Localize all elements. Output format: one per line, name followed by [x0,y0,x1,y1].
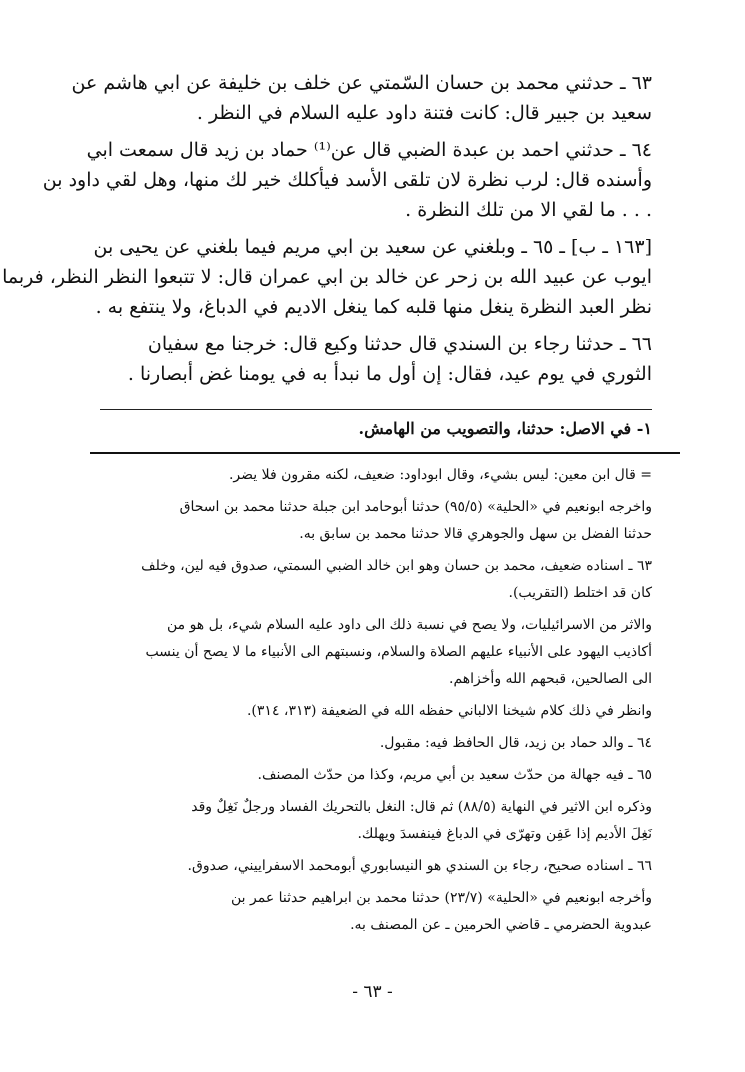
commentary-para [100,698,652,725]
text-line: ٦٥ ـ فيه جهالة من حدّث سعيد بن أبي مريم، وكذا من حدّث المصنف. [257,767,652,783]
main-text [2,68,652,389]
text-line: ٦٣ ـ حدثني محمد بن حسان السّمتي عن خلف بن خليفة عن ابي هاشم عن [71,72,652,94]
page-number: - ٦٣ - [352,982,393,1002]
commentary-para [100,730,652,757]
text-line: حدثنا الفضل بن سهل والجوهري قالا حدثنا محمد بن سابق به. [299,526,652,542]
narration-66 [100,329,652,389]
text-line: ٦٤ ـ حدثني احمد بن عبدة الضبي قال عن⁽¹⁾ حماد بن زيد قال سمعت ابي [86,139,652,161]
commentary-para [100,853,652,880]
text-line: كان قد اختلط (التقريب). [508,585,652,601]
text-line: ايوب عن عبيد الله بن زحر عن خالد بن ابي عمران قال: لا تتبعوا النظر النظر، فربما [2,266,652,288]
narration-65 [2,232,652,322]
commentary-para [100,794,652,848]
text-line: الثوري في يوم عيد، فقال: إن أول ما نبدأ به في يومنا غض أبصارنا . [127,363,652,385]
text-line: ٦٣ ـ اسناده ضعيف، محمد بن حسان وهو ابن خالد الضبي السمتي، صدوق فيه لين، وخلف [141,558,652,574]
text-line: واخرجه ابونعيم في «الحلية» (٩٥/٥) حدثنا أبوحامد ابن جبلة حدثنا محمد بن اسحاق [179,499,652,515]
commentary-para [100,553,652,607]
commentary-para [100,494,652,548]
text-line: = قال ابن معين: ليس بشيء، وقال ابوداود: ضعيف، لكنه مقرون فلا يضر. [228,467,652,483]
text-line: وأخرجه ابونعيم في «الحلية» (٢٣/٧) حدثنا محمد بن ابراهيم حدثنا عمر بن [231,890,652,906]
text-line: أكاذيب اليهود على الأنبياء عليهم الصلاة والسلام، ونسبتهم الى الأنبياء ما لا يصح أن ينسب [145,644,652,660]
text-line: نظر العبد النظرة ينغل منها قلبه كما ينغل الاديم في الدباغ، ولا ينتفع به . [95,296,652,318]
text-line: ٦٦ ـ اسناده صحيح، رجاء بن السندي هو النيسابوري أبومحمد الاسفراييني، صدوق. [187,858,652,874]
commentary-para [100,462,652,489]
commentary-para [100,762,652,789]
text-line: وأسنده قال: لرب نظرة لان تلقى الأسد فيأكلك خير لك منها، وهل لقي داود بن [42,169,652,191]
commentary-para [100,612,652,693]
text-line: وذكره ابن الاثير في النهاية (٨٨/٥) ثم قال: النغل بالتحريك الفساد ورجلٌ نَغِلٌ وقد [191,799,652,815]
text-line: ٦٤ ـ والد حماد بن زيد، قال الحافظ فيه: مقبول. [379,735,652,751]
text-line: والاثر من الاسرائيليات، ولا يصح في نسبة ذلك الى داود عليه السلام شيء، بل هو من [166,617,652,633]
text-line: . . . ما لقي الا من تلك النظرة . [405,199,652,221]
commentary-para [100,885,652,939]
commentary-divider [90,452,680,454]
text-line: [١٦٣ ـ ب] ـ ٦٥ ـ وبلغني عن سعيد بن ابي مريم فيما بلغني عن يحيى بن [93,236,652,258]
commentary [100,462,652,939]
text-line: الى الصالحين، قبحهم الله وأخزاهم. [449,671,652,687]
text-line: سعيد بن جبير قال: كانت فتنة داود عليه السلام في النظر . [196,102,652,124]
narration-64 [42,135,652,225]
text-line: ٦٦ ـ حدثنا رجاء بن السندي قال حدثنا وكيع قال: خرجنا مع سفيان [147,333,652,355]
narration-63 [71,68,652,128]
text-line: نَغِلَ الأديم إذا عَفِن وتهرّى في الدباغ فينفسدَ ويهلك. [357,826,652,842]
text-line: عبدوية الحضرمي ـ قاضي الحرمين ـ عن المصنف به. [350,917,652,933]
document-page [2,68,652,944]
footnote-1: ١- في الاصل: حدثنا، والتصويب من الهامش. [358,419,652,438]
footnote-divider [100,409,652,410]
text-line: وانظر في ذلك كلام شيخنا الالباني حفظه الله في الضعيفة (٣١٣، ٣١٤). [246,703,652,719]
